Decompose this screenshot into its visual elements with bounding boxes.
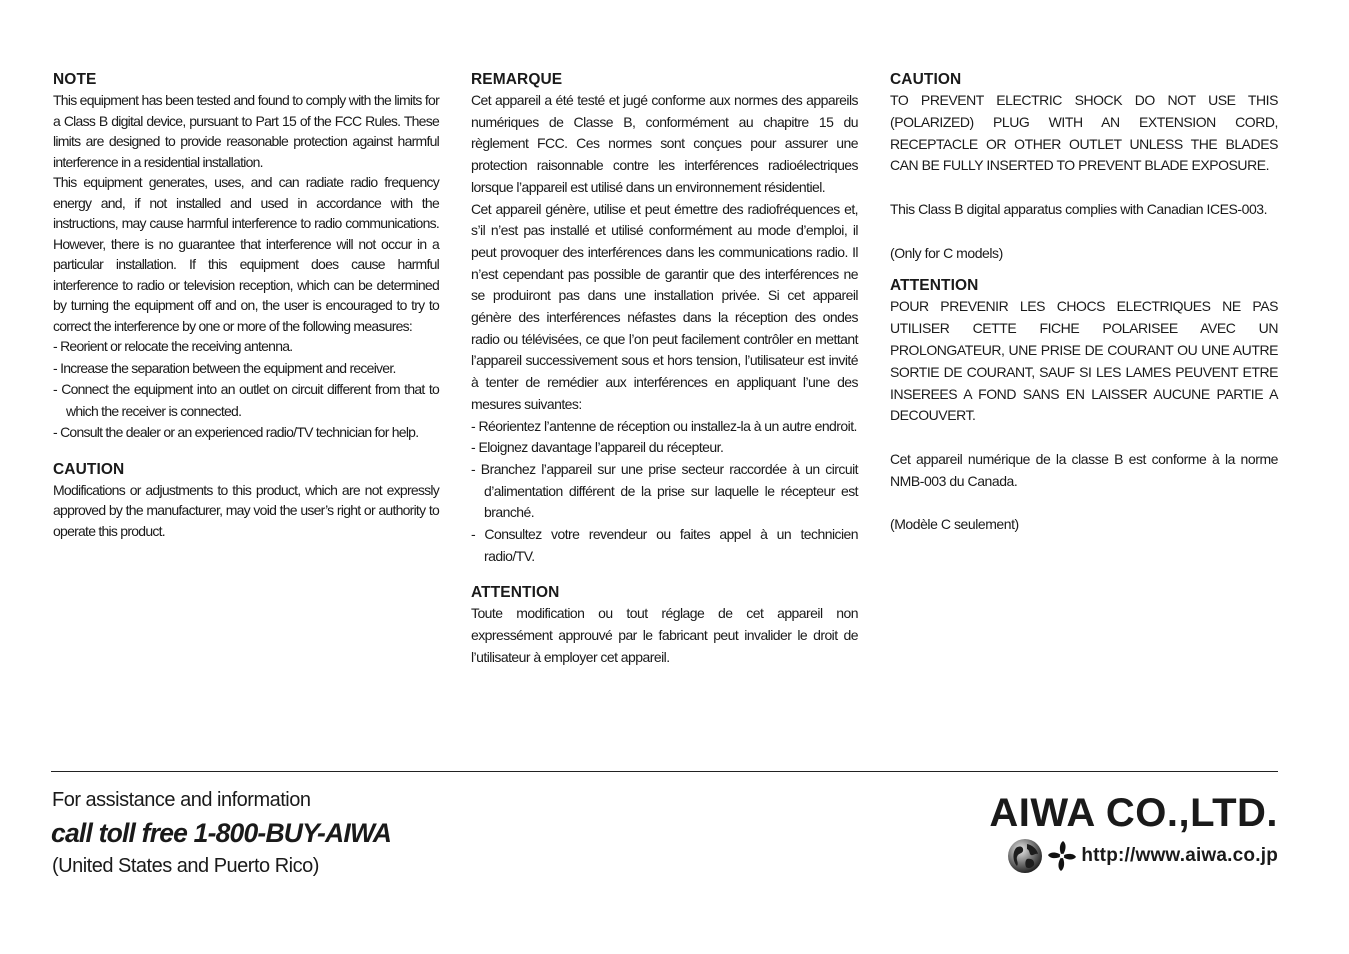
list-item: - Réorientez l’antenne de réception ou installez-la à un autre endroit. (471, 416, 858, 438)
note-heading: NOTE (53, 71, 97, 88)
note-paragraph-2: This equipment generates, uses, and can radiate radio frequency energy and, if not installed and used in accordance with the instructions, may cause harmful interference to radio communications. However, there is no guarantee that interference will not occur in a particular installation. If this equipment does cause harmful interference to radio or television reception, which can be determined by turning the equipment off and on, the user is encouraged to try to correct the interference by one or more of the following measures: (53, 174, 439, 334)
toll-free-number: call toll free 1-800-BUY-AIWA (51, 818, 392, 848)
remarque-paragraph-2: Cet appareil génère, utilise et peut émettre des radiofréquences et, s’il n’est pas installé et utilisé conformément au mode d’emploi, il peut provoquer des interférences dans les communications radio. Il n’est cependant pas possible de garantir que des interférences ne se produiront pas dans une installation privée. Si cet appareil génère des interférences néfastes dans la réception des ondes radio ou télévisées, ce que l’on peut facilement contrôler en mettant l’appareil successivement sous et hors tension, l’utilisateur est invité à tenter de remédier aux interférences en appliquant l’une des mesures suivantes: (471, 200, 858, 412)
canada-nmb-text: Cet appareil numérique de la classe B est conforme à la norme NMB-003 du Canada. (890, 450, 1278, 489)
remarque-paragraph-1: Cet appareil a été testé et jugé conforme aux normes des appareils numériques de Classe B, conformément au chapitre 15 du règlement FCC. Ces normes sont conçues pour assurer une protection raisonnable contre les interférences radioélectriques lorsque l’appareil est utilisé dans un environnement résidentiel. (471, 92, 858, 195)
list-item: - Consult the dealer or an experienced radio/TV technician for help. (53, 422, 439, 444)
modele-c-text: (Modèle C seulement) (890, 516, 1019, 533)
list-item: - Increase the separation between the equipment and receiver. (53, 358, 439, 380)
website-url[interactable]: http://www.aiwa.co.jp (1081, 845, 1278, 866)
caution-heading: CAUTION (53, 460, 125, 478)
spacer (890, 493, 1278, 515)
column-french (471, 70, 858, 669)
region-text: (United States and Puerto Rico) (52, 855, 319, 877)
fan-icon (1047, 839, 1077, 873)
attention-heading: ATTENTION (471, 584, 560, 602)
only-c-models-text: (Only for C models) (890, 244, 1003, 261)
spacer (890, 177, 1278, 199)
remarque-heading: REMARQUE (471, 71, 563, 88)
caution-plug-text: TO PREVENT ELECTRIC SHOCK DO NOT USE THIS (POLARIZED) PLUG WITH AN EXTENSION CORD, RECEPTACLE OR OTHER OUTLET UNLESS THE BLADES CAN BE FULLY INSERTED TO PREVENT BLADE EXPOSURE. (890, 92, 1278, 174)
mesures-list (471, 416, 858, 568)
note-paragraph-1: This equipment has been tested and found to comply with the limits for a Class B digital device, pursuant to Part 15 of the FCC Rules. These limits are designed to provide reasonable protection against harmful interference in a residential installation. (53, 92, 439, 170)
measures-list (53, 336, 439, 444)
column-canada (890, 70, 1278, 536)
column-english (53, 70, 439, 541)
assistance-text: For assistance and information (52, 789, 311, 811)
attention-plug-text: POUR PREVENIR LES CHOCS ELECTRIQUES NE PAS UTILISER CETTE FICHE POLARISEE AVEC UN PROLONGATEUR, UNE PRISE DE COURANT OU UNE AUTRE SORTIE DE COURANT, SAUF SI LES LAMES PEUVENT ETRE INSEREES A FOND SANS EN LAISSER AUCUNE PARTIE A DECOUVERT. (890, 298, 1278, 424)
attention-heading: ATTENTION (890, 277, 979, 295)
spacer (890, 221, 1278, 243)
website-row (1007, 836, 1278, 876)
globe-icon (1007, 838, 1043, 874)
spacer (890, 427, 1278, 449)
list-item: - Branchez l’appareil sur une prise secteur raccordée à un circuit d’alimentation différent de la prise sur laquelle le récepteur est branché. (471, 459, 858, 524)
list-item: - Consultez votre revendeur ou faites appel à un technicien radio/TV. (471, 524, 858, 567)
company-name: AIWA CO.,LTD. (989, 791, 1278, 835)
canada-ices-text: This Class B digital apparatus complies with Canadian ICES-003. (890, 200, 1268, 217)
attention-text: Toute modification ou tout réglage de cet appareil non expressément approuvé par le fabricant peut invalider le droit de l’utilisateur à employer cet appareil. (471, 605, 858, 665)
list-item: - Connect the equipment into an outlet on circuit different from that to which the receiver is connected. (53, 379, 439, 422)
caution-heading: CAUTION (890, 71, 962, 88)
footer-divider (51, 771, 1278, 772)
list-item: - Eloignez davantage l’appareil du récepteur. (471, 437, 858, 459)
list-item: - Reorient or relocate the receiving antenna. (53, 336, 439, 358)
caution-text: Modifications or adjustments to this product, which are not expressly approved by the manufacturer, may void the user’s right or authority to operate this product. (53, 481, 439, 539)
